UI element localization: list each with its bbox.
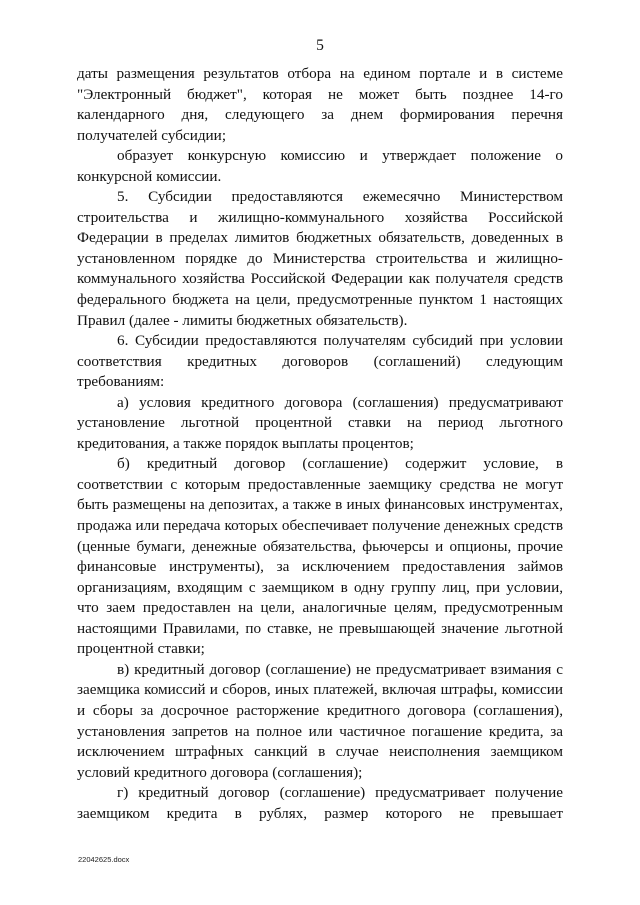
paragraph-item-v: в) кредитный договор (соглашение) не предусматривает взимания с заемщика комиссий и сборов, иных платежей, включая штрафы, комиссии и сборы за досрочное расторжение кредитного договора (соглашения), установления запретов на полное или частичное погашение кредита, за исключением штрафных санкций в случае неисполнения заемщиком условий кредитного договора (соглашения); xyxy=(77,660,563,781)
paragraph-item-b: б) кредитный договор (соглашение) содержит условие, в соответствии с которым предоставленные заемщику средства не могут быть размещены на депозитах, а также в иных финансовых инструментах, продажа или передача которых обеспечивает получение денежных средств (ценные бумаги, денежные обязательства, фьючерсы и опционы, прочие финансовые инструменты), за исключением предоставления займов организациям, входящим с заемщиком в одну группу лиц, при условии, что заем предоставлен на цели, аналогичные целям, предусмотренным настоящими Правилами, по ставке, не превышающей значение льготной процентной ставки; xyxy=(77,455,563,658)
paragraph-selection-dates: даты размещения результатов отбора на едином портале и в системе "Электронный бюджет", которая не может быть позднее 14-го календарного дня, следующего за днем формирования перечня получателей субсидии; xyxy=(77,65,563,144)
body-text xyxy=(77,64,563,824)
paragraph-item-a: а) условия кредитного договора (соглашения) предусматривают установление льготной процентной ставки на период льготного кредитования, а также порядок выплаты процентов; xyxy=(77,393,563,452)
paragraph-clause-6: 6. Субсидии предоставляются получателям субсидий при условии соответствия кредитных договоров (соглашений) следующим требованиям: xyxy=(77,332,563,391)
footer-filename: 22042625.docx xyxy=(78,855,130,864)
paragraph-item-g: г) кредитный договор (соглашение) предусматривает получение заемщиком кредита в рублях, размер которого не превышает xyxy=(77,784,563,822)
paragraph-competition-commission: образует конкурсную комиссию и утверждает положение о конкурсной комиссии. xyxy=(77,147,563,185)
paragraph-clause-5: 5. Субсидии предоставляются ежемесячно Министерством строительства и жилищно-коммунального хозяйства Российской Федерации в пределах лимитов бюджетных обязательств, доведенных в установленном порядке до Министерства строительства и жилищно-коммунального хозяйства Российской Федерации как получателя средств федерального бюджета на цели, предусмотренные пунктом 1 настоящих Правил (далее - лимиты бюджетных обязательств). xyxy=(77,188,563,329)
page-number: 5 xyxy=(316,37,324,54)
